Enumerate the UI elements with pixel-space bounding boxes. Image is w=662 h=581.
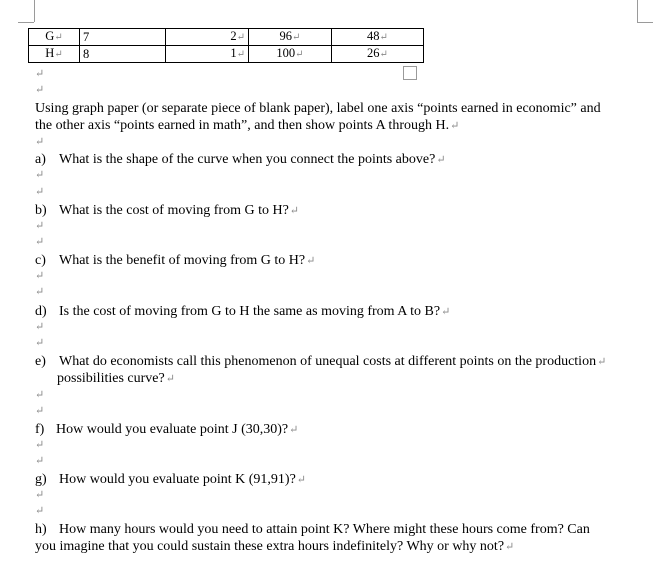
empty-paragraph-mark: ↵: [35, 169, 45, 181]
table-resize-handle[interactable]: [403, 66, 417, 80]
question-g[interactable]: g) How would you evaluate point K (91,91)?↵: [35, 472, 307, 487]
empty-paragraph-mark: ↵: [35, 286, 45, 298]
paragraph-mark-icon: ↵: [289, 424, 299, 436]
paragraph-mark-icon: ↵: [306, 255, 316, 267]
question-b[interactable]: b) What is the cost of moving from G to H?↵: [35, 203, 300, 218]
paragraph-mark-icon: ↵: [450, 120, 460, 132]
table-cell-letter[interactable]: G↵: [29, 29, 80, 46]
intro-line-2[interactable]: the other axis “points earned in math”, and then show points A through H.↵: [35, 118, 460, 133]
cell-mark-icon: ↵: [54, 32, 63, 43]
empty-paragraph-mark: ↵: [35, 236, 45, 248]
question-h-line-2[interactable]: you imagine that you could sustain these extra hours indefinitely? Why or why not?↵: [35, 539, 515, 554]
empty-paragraph-mark: ↵: [35, 84, 45, 96]
paragraph-mark-icon: ↵: [441, 306, 451, 318]
empty-paragraph-mark: ↵: [35, 186, 45, 198]
question-label: f): [35, 422, 45, 437]
table-cell-b[interactable]: 96↵: [249, 29, 332, 46]
crop-mark-right-horizontal: [637, 22, 653, 23]
table-cell-c[interactable]: 48↵: [332, 29, 424, 46]
table-row: [29, 46, 424, 63]
question-f[interactable]: f) How would you evaluate point J (30,30)?↵: [35, 422, 299, 437]
empty-paragraph-mark: ↵: [35, 68, 45, 80]
cell-mark-icon: ↵: [292, 32, 301, 43]
empty-paragraph-mark: ↵: [35, 321, 45, 333]
paragraph-mark-icon: ↵: [505, 541, 515, 553]
paragraph-mark-icon: ↵: [436, 154, 446, 166]
empty-paragraph-mark: ↵: [35, 455, 45, 467]
cell-mark-icon: ↵: [54, 49, 63, 60]
table-row: [29, 29, 424, 46]
empty-paragraph-mark: ↵: [35, 337, 45, 349]
table-cell-letter[interactable]: H↵: [29, 46, 80, 63]
crop-mark-left-horizontal: [18, 22, 34, 23]
crop-mark-right-vertical: [637, 0, 638, 22]
table-cell-number[interactable]: 7: [80, 29, 166, 46]
question-label: e): [35, 354, 46, 369]
question-e-line-2[interactable]: possibilities curve?↵: [57, 371, 175, 386]
question-h-line-1[interactable]: h) How many hours would you need to attain point K? Where might these hours come from? Can: [35, 522, 590, 537]
table-cell-a[interactable]: 2↵: [166, 29, 249, 46]
cell-mark-icon: ↵: [236, 49, 245, 60]
table-cell-b[interactable]: 100↵: [249, 46, 332, 63]
question-label: h): [35, 522, 47, 537]
paragraph-mark-icon: ↵: [289, 205, 300, 217]
table-cell-c[interactable]: 26↵: [332, 46, 424, 63]
data-table: [28, 28, 424, 63]
question-label: b): [35, 203, 47, 218]
cell-mark-icon: ↵: [379, 32, 388, 43]
empty-paragraph-mark: ↵: [35, 505, 45, 517]
cell-mark-icon: ↵: [295, 49, 304, 60]
question-label: d): [35, 304, 47, 319]
paragraph-mark-icon: ↵: [296, 474, 307, 486]
empty-paragraph-mark: ↵: [35, 220, 45, 232]
crop-mark-left-vertical: [34, 0, 35, 22]
empty-paragraph-mark: ↵: [35, 439, 45, 451]
paragraph-mark-icon: ↵: [597, 356, 607, 368]
intro-line-1[interactable]: Using graph paper (or separate piece of blank paper), label one axis “points earned in economic” and: [35, 101, 601, 116]
table-cell-number[interactable]: 8: [80, 46, 166, 63]
empty-paragraph-mark: ↵: [35, 389, 45, 401]
question-label: g): [35, 472, 47, 487]
empty-paragraph-mark: ↵: [35, 136, 45, 148]
question-d[interactable]: d) Is the cost of moving from G to H the same as moving from A to B?↵: [35, 304, 451, 319]
empty-paragraph-mark: ↵: [35, 270, 45, 282]
paragraph-mark-icon: ↵: [165, 373, 175, 385]
table-cell-a[interactable]: 1↵: [166, 46, 249, 63]
empty-paragraph-mark: ↵: [35, 489, 45, 501]
cell-mark-icon: ↵: [236, 32, 245, 43]
question-a[interactable]: a) What is the shape of the curve when you connect the points above?↵: [35, 152, 446, 167]
question-e-line-1[interactable]: e) What do economists call this phenomenon of unequal costs at different points on the production↵: [35, 354, 607, 369]
question-label: c): [35, 253, 46, 268]
question-c[interactable]: c) What is the benefit of moving from G to H?↵: [35, 253, 316, 268]
cell-mark-icon: ↵: [379, 49, 388, 60]
question-label: a): [35, 152, 46, 167]
empty-paragraph-mark: ↵: [35, 405, 45, 417]
